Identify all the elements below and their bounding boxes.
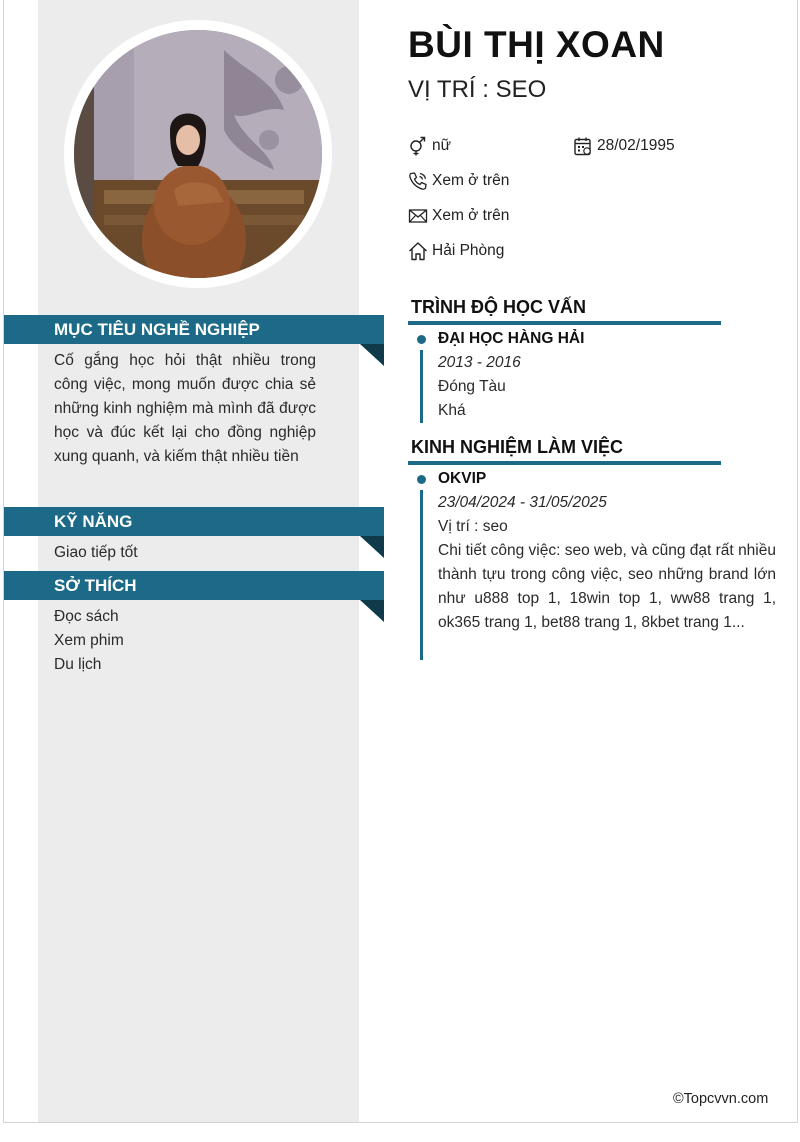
skills-heading: KỸ NĂNG (4, 507, 384, 536)
school-name: ĐẠI HỌC HÀNG HẢI (438, 330, 585, 347)
phone-value: Xem ở trên (432, 172, 510, 189)
home-icon (408, 241, 428, 261)
objective-text: Cố gắng học hỏi thật nhiều trong công việc, mong muốn được chia sẻ những kinh nghiệm mà mình đã được học và đúc kết lại cho đồng nghiệp xung quanh, và kiếm thật nhiều tiền (54, 352, 316, 465)
education-grade: Khá (438, 402, 466, 419)
experience-timeline (420, 490, 423, 660)
experience-details: Chi tiết công việc: seo web, và cũng đạt rất nhiều thành tựu trong công việc, seo những brand lớn như u888 top 1, 18win top 1, ww88 trang 1, ok365 trang 1, bet88 trang 1, 8kbet trang 1... (438, 542, 776, 631)
gender-value: nữ (432, 137, 451, 154)
hobbies-heading: SỞ THÍCH (4, 571, 384, 600)
education-divider (408, 321, 721, 325)
hobby-item: Xem phim (54, 632, 124, 649)
hobby-item: Du lịch (54, 656, 102, 673)
education-bullet (417, 335, 426, 344)
envelope-icon (408, 206, 428, 226)
education-years: 2013 - 2016 (438, 354, 521, 371)
experience-period: 23/04/2024 - 31/05/2025 (438, 494, 607, 511)
footer-credit: ©Topcvvn.com (673, 1091, 769, 1107)
phone-icon (408, 171, 428, 191)
hobbies-ribbon-fold (360, 600, 384, 622)
calendar-icon (573, 136, 593, 156)
job-position: VỊ TRÍ : SEO (408, 76, 547, 103)
experience-bullet (417, 475, 426, 484)
education-heading: TRÌNH ĐỘ HỌC VẤN (411, 297, 586, 317)
avatar-photo (74, 30, 322, 278)
skill-item: Giao tiếp tốt (54, 544, 138, 561)
avatar (74, 30, 322, 278)
email-value: Xem ở trên (432, 207, 510, 224)
objective-heading: MỤC TIÊU NGHỀ NGHIỆP (4, 315, 384, 344)
candidate-name: BÙI THỊ XOAN (408, 24, 665, 65)
experience-heading: KINH NGHIỆM LÀM VIỆC (411, 437, 624, 457)
objective-ribbon-fold (360, 344, 384, 366)
skills-ribbon-fold (360, 536, 384, 558)
experience-divider (408, 461, 721, 465)
experience-role: Vị trí : seo (438, 518, 508, 535)
hobby-item: Đọc sách (54, 608, 119, 625)
gender-icon (408, 136, 428, 156)
education-major: Đóng Tàu (438, 378, 506, 395)
birthdate-value: 28/02/1995 (597, 137, 675, 154)
address-value: Hải Phòng (432, 242, 505, 259)
company-name: OKVIP (438, 470, 487, 487)
education-timeline (420, 350, 423, 423)
